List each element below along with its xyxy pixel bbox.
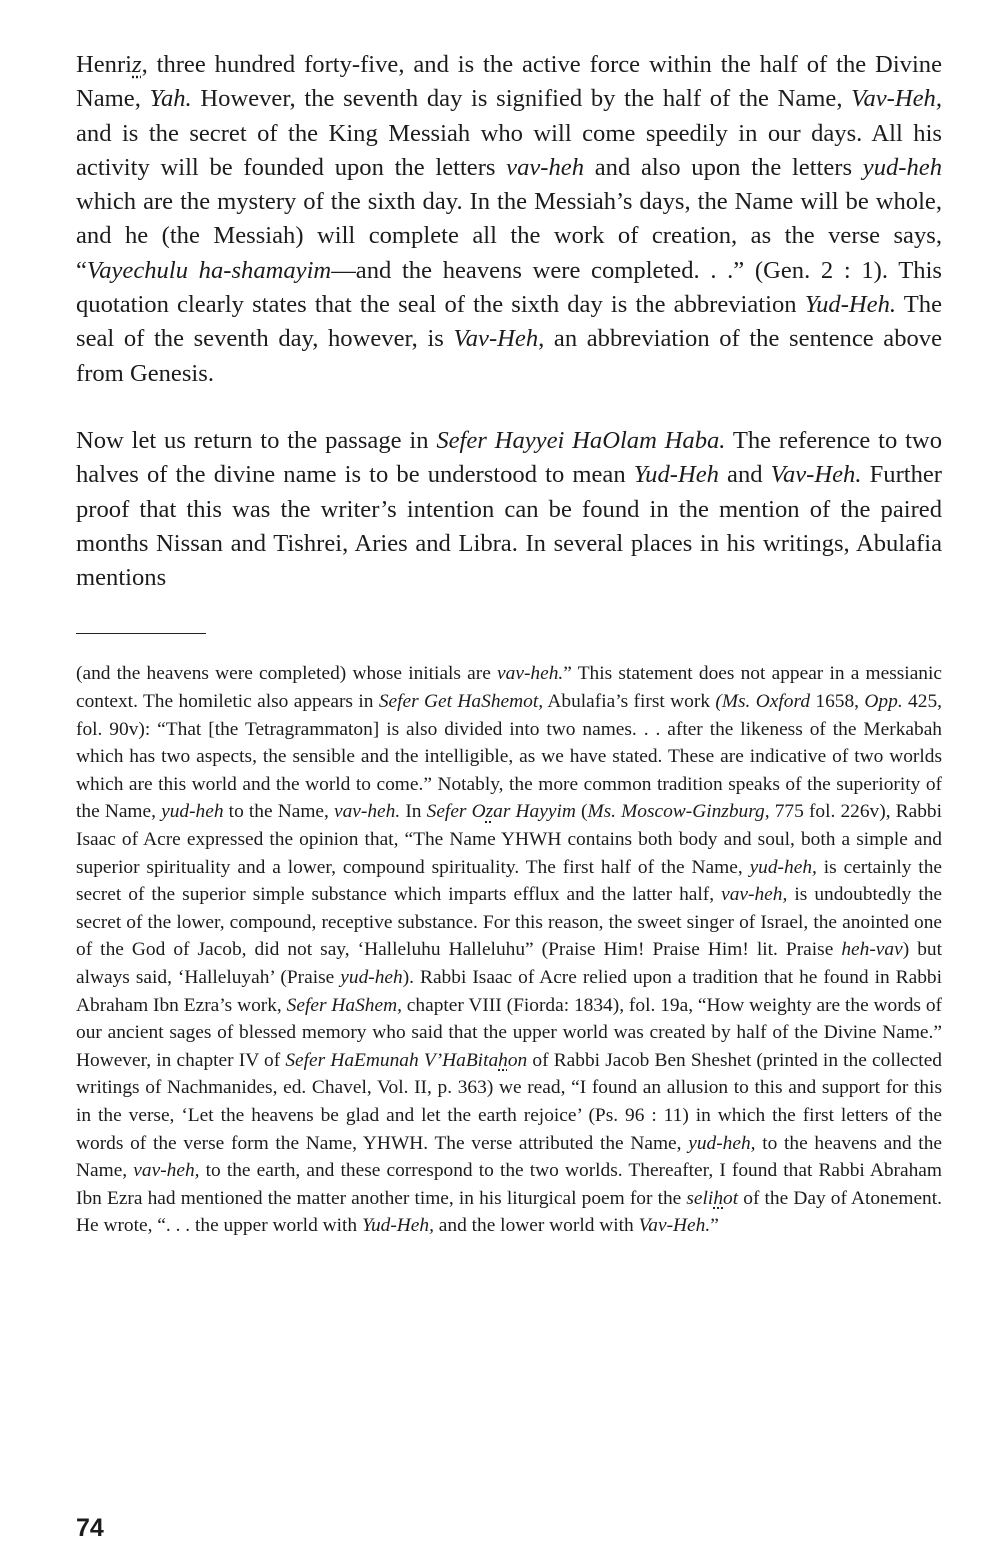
text-run: Henri	[76, 51, 132, 78]
text-run: 1658,	[810, 691, 865, 713]
italic-run: Yud-Heh,	[361, 1215, 434, 1237]
text-run: In	[400, 801, 427, 823]
italic-run: h	[713, 1187, 724, 1209]
text-run: , three hundred forty-five, and is the active force within the half of the Divine Name,	[76, 51, 942, 113]
page-number: 74	[76, 1514, 104, 1542]
italic-run: Yud-Heh	[633, 461, 719, 489]
italic-run: vav-heh.	[333, 801, 401, 823]
footnote	[76, 660, 942, 1239]
page-content	[76, 48, 942, 1240]
italic-run: Sefer Hayyei HaOlam Haba.	[436, 426, 726, 454]
text-run: an abbreviation of the sentence above from Genesis.	[76, 325, 942, 387]
text-run: Now let us return to the passage in	[76, 426, 437, 454]
italic-run: Sefer HaEmunah V’HaBita	[285, 1049, 499, 1071]
text-run: which are the mystery of the sixth day. In the Messiah’s days, the Name will be whole, and he (the Messiah) will complete all the work of creation, as the verse says, “	[76, 188, 942, 284]
text-run: ”	[710, 1215, 719, 1237]
italic-run: Vav-Heh.	[770, 461, 862, 489]
text-run: ” This statement does not appear in a messianic context. The homiletic also appears in	[76, 663, 942, 713]
text-run: and is the secret of the King Messiah who will come speedily in our days. All his activity will be founded upon the letters	[76, 119, 942, 181]
text-run: of the Day of Atonement. He wrote, “. . . the upper world with	[76, 1187, 942, 1237]
italic-run: Vav-Heh,	[453, 325, 545, 353]
italic-run: vav-heh	[506, 153, 585, 181]
text-run: chapter VIII (Fiorda: 1834), fol. 19a, “How weighty are the words of our ancient sages of blessed memory who said that the upper world was created by half of the Divine Name.” However, in chapter IV of	[76, 994, 942, 1071]
text-run: The seal of the seventh day, however, is	[76, 291, 942, 353]
text-run: to the earth, and these correspond to the two worlds. Thereafter, I found that Rabbi Abraham Ibn Ezra had mentioned the matter another time, in his liturgical poem for the	[76, 1160, 942, 1209]
text-run: to the Name,	[223, 801, 334, 823]
text-run: is certainly the secret of the superior simple substance which imparts efflux and the latter half,	[76, 856, 942, 906]
body-paragraph-1	[76, 48, 942, 391]
italic-run: Sefer Get HaShemot,	[378, 691, 544, 713]
italic-run: yud-heh	[862, 153, 942, 181]
text-run: The reference to two halves of the divine name is to be understood to mean	[76, 426, 942, 489]
italic-run: Opp.	[864, 691, 903, 713]
text-run: (and the heavens were completed) whose initials are	[76, 663, 498, 685]
text-run: 425, fol. 90v): “That [the Tetragrammaton] is also divided into two names. . . after the likeness of the Merkabah which has two aspects, the sensible and the intelligible, as we have stated. These are indicative of two worlds which are this world and the world to come.” Notably, the more common tradition speaks of the superiority of the Name,	[76, 691, 942, 823]
italic-run: vav-heh.	[497, 663, 564, 685]
text-run: and also upon the letters	[584, 153, 863, 181]
text-run: and the lower world with	[433, 1215, 639, 1237]
text-run: ) but always said, ‘Halleluyah’ (Praise	[76, 939, 942, 988]
italic-run: yud-heh,	[688, 1132, 756, 1154]
body-paragraph-2	[76, 424, 942, 595]
italic-run: z	[485, 801, 494, 823]
italic-run: Sefer HaShem,	[286, 994, 402, 1016]
text-run: Further proof that this was the writer’s intention can be found in the mention of the paired months Nissan and Tishrei, Aries and Libra. In several places in his writings, Abulafia mentions	[76, 461, 942, 592]
italic-run: Yah.	[149, 85, 192, 113]
italic-run: Ms. Moscow-Ginzburg,	[587, 801, 770, 823]
italic-run: Vayechulu ha-shamayim	[86, 256, 332, 284]
italic-run: on	[507, 1049, 528, 1071]
footnote-separator	[76, 633, 206, 634]
text-run: (	[575, 801, 588, 823]
text-run: to the heavens and the Name,	[76, 1132, 942, 1182]
text-run: of Rabbi Jacob Ben Sheshet (printed in the collected writings of Nachmanides, ed. Chavel, Vol. II, p. 363) we read, “I found an allusion to this and support for this in the verse, ‘Let the heavens be glad and let the earth rejoice’ (Ps. 96 : 11) in which the first letters of the words of the verse form the Name, YHWH. The verse attributed the Name,	[76, 1049, 942, 1154]
italic-run: vav-heh,	[133, 1160, 200, 1182]
italic-run: yud-heh,	[749, 856, 817, 878]
text-run: and	[718, 461, 771, 489]
italic-run: ot	[723, 1187, 739, 1209]
italic-run: vav-heh,	[721, 884, 788, 906]
italic-run: yud-heh	[161, 801, 224, 823]
italic-run: h	[498, 1049, 508, 1071]
italic-run: Vav-Heh,	[851, 85, 942, 113]
italic-run: Sefer O	[426, 801, 486, 823]
text-run: —and the heavens were completed. . .” (Gen. 2 : 1). This quotation clearly states that the seal of the sixth day is the abbreviation	[76, 256, 942, 319]
text-run: is undoubtedly the secret of the lower, compound, receptive substance. For this reason, the sweet singer of Israel, the anointed one of the God of Jacob, did not say, ‘Halleluhu Halleluhu” (Praise Him! Praise Him! lit. Praise	[76, 884, 943, 961]
italic-run: (Ms. Oxford	[715, 691, 811, 713]
italic-run: ar Hayyim	[493, 801, 576, 823]
text-run: 775 fol. 226v), Rabbi Isaac of Acre expressed the opinion that, “The Name YHWH contains both body and soul, both a simple and superior spirituality and a lower, compound spirituality. The first half of the Name,	[76, 801, 942, 878]
text-run: ). Rabbi Isaac of Acre relied upon a tradition that he found in Rabbi Abraham Ibn Ezra’s work,	[76, 966, 942, 1016]
text-run: Abulafia’s first work	[543, 691, 716, 713]
italic-run: yud-heh	[340, 966, 403, 988]
text-run: However, the seventh day is signified by the half of the Name,	[191, 85, 852, 113]
italic-run: Vav-Heh.	[638, 1215, 711, 1237]
italic-run: z	[132, 51, 142, 78]
italic-run: seli	[686, 1187, 714, 1209]
italic-run: heh-vav	[841, 939, 903, 961]
italic-run: Yud-Heh.	[804, 291, 897, 319]
